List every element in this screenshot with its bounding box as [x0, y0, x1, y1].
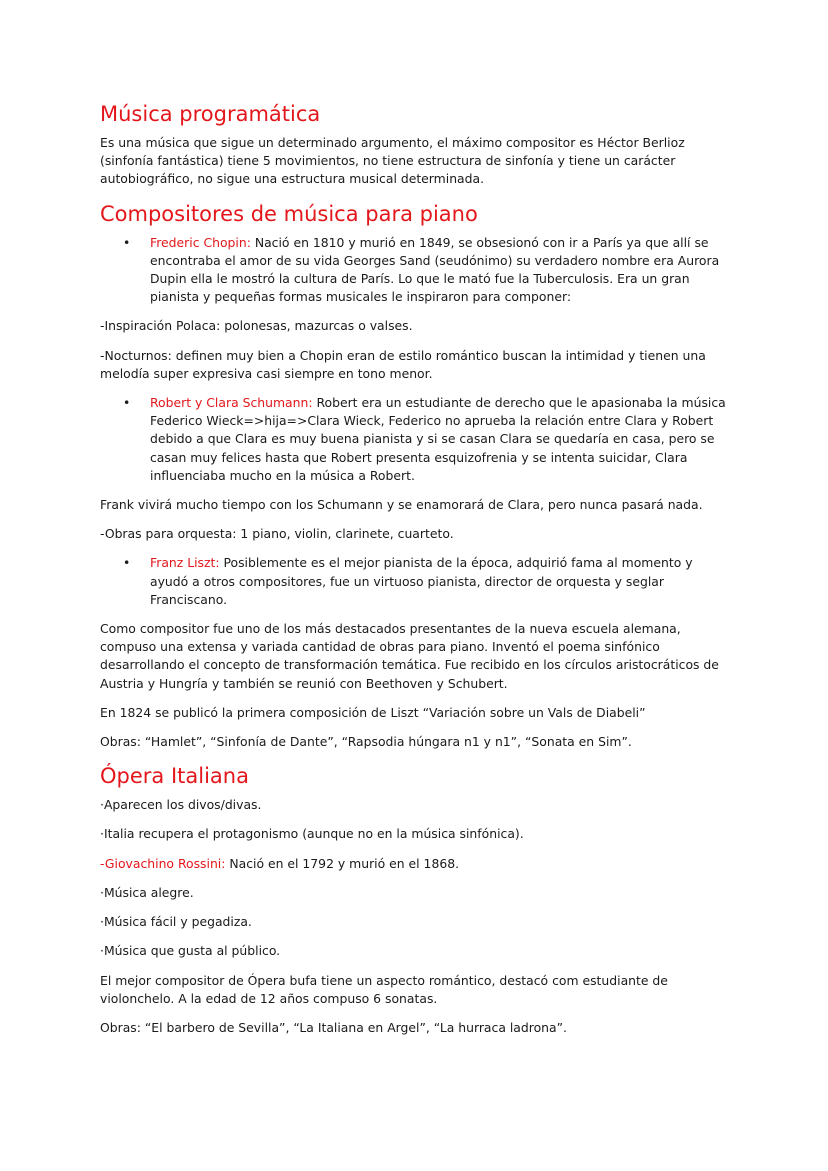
composer-name-schumann: Robert y Clara Schumann: [150, 395, 313, 411]
paragraph-italia: ·Italia recupera el protagonismo (aunque no en la música sinfónica). [100, 826, 524, 842]
paragraph-1824: En 1824 se publicó la primera composición de Liszt “Variación sobre un Vals de Diabeli” [100, 704, 646, 720]
composer-name-chopin: Frederic Chopin: [150, 234, 251, 250]
paragraph-obras-orquesta: -Obras para orquesta: 1 piano, violin, clarinete, cuarteto. [100, 526, 454, 542]
paragraph-inspiracion-polaca: -Inspiración Polaca: polonesas, mazurcas o valses. [100, 318, 413, 334]
chopin-text: Nació en 1810 y murió en 1849, se obsesionó con ir a París ya que allí se encontraba el amor de su vida Georges Sand (seudónimo) su verdadero nombre era Aurora Dupin ella le mostró la cultura de París. Lo que le mató fue la Tuberculosis. Era un gran pianista y pequeñas formas musicales le inspiraron para componer: [150, 234, 720, 305]
list-item-chopin [150, 234, 728, 307]
heading-musica-programatica: Música programática [100, 102, 321, 126]
paragraph-musica-publico: ·Música que gusta al público. [100, 943, 281, 959]
paragraph-berlioz: Es una música que sigue un determinado argumento, el máximo compositor es Héctor Berlioz (sinfonía fantástica) tiene 5 movimientos, no tiene estructura de sinfonía y tiene un carácter autobiográfico, no sigue una estructura musical determinada. [100, 135, 685, 187]
paragraph-divos: ·Aparecen los divos/divas. [100, 797, 262, 813]
paragraph-frank: Frank vivirá mucho tiempo con los Schumann y se enamorará de Clara, pero nunca pasará nada. [100, 497, 703, 513]
heading-opera-italiana: Ópera Italiana [100, 764, 249, 789]
bullet-list-liszt [100, 554, 728, 609]
list-item-liszt [150, 554, 728, 609]
paragraph-rossini [100, 855, 728, 873]
heading-compositores-piano: Compositores de música para piano [100, 201, 478, 226]
paragraph-musica-facil: ·Música fácil y pegadiza. [100, 914, 252, 930]
paragraph-musica-alegre: ·Música alegre. [100, 884, 194, 900]
schumann-text: Robert era un estudiante de derecho que le apasionaba la música Federico Wieck=>hija=>Clara Wieck, Federico no aprueba la relación entre Clara y Robert debido a que Clara es muy buena pianista y si se casan Clara se quedaría en casa, pero se casan muy felices hasta que Robert presenta esquizofrenia y se intenta suicidar, Clara influenciaba mucho en la música a Robert. [150, 395, 726, 483]
paragraph-obras-rossini: Obras: “El barbero de Sevilla”, “La Italiana en Argel”, “La hurraca ladrona”. [100, 1019, 567, 1035]
bullet-list-chopin [100, 234, 728, 307]
paragraph-como-compositor: Como compositor fue uno de los más destacados presentantes de la nueva escuela alemana, compuso una extensa y variada cantidad de obras para piano. Inventó el poema sinfónico desarrollando el concepto de transformación temática. Fue recibido en los círculos aristocráticos de Austria y Hungría y también se reunió con Beethoven y Schubert. [100, 621, 719, 691]
list-item-schumann [150, 394, 728, 485]
liszt-text: Posiblemente es el mejor pianista de la época, adquirió fama al momento y ayudó a otros compositores, fue un virtuoso pianista, director de orquesta y seglar Franciscano. [150, 555, 693, 607]
document-page [100, 100, 728, 1048]
paragraph-mejor-compositor: El mejor compositor de Ópera bufa tiene un aspecto romántico, destacó com estudiante de violonchelo. A la edad de 12 años compuso 6 sonatas. [100, 972, 668, 1006]
bullet-list-schumann [100, 394, 728, 485]
paragraph-obras-liszt: Obras: “Hamlet”, “Sinfonía de Dante”, “Rapsodia húngara n1 y n1”, “Sonata en Sim”. [100, 734, 632, 750]
rossini-text: Nació en el 1792 y murió en el 1868. [225, 855, 460, 871]
paragraph-nocturnos: -Nocturnos: definen muy bien a Chopin eran de estilo romántico buscan la intimidad y tienen una melodía super expresiva casi siempre en tono menor. [100, 347, 706, 381]
composer-name-rossini: -Giovachino Rossini: [100, 855, 226, 871]
composer-name-liszt: Franz Liszt: [150, 555, 220, 571]
